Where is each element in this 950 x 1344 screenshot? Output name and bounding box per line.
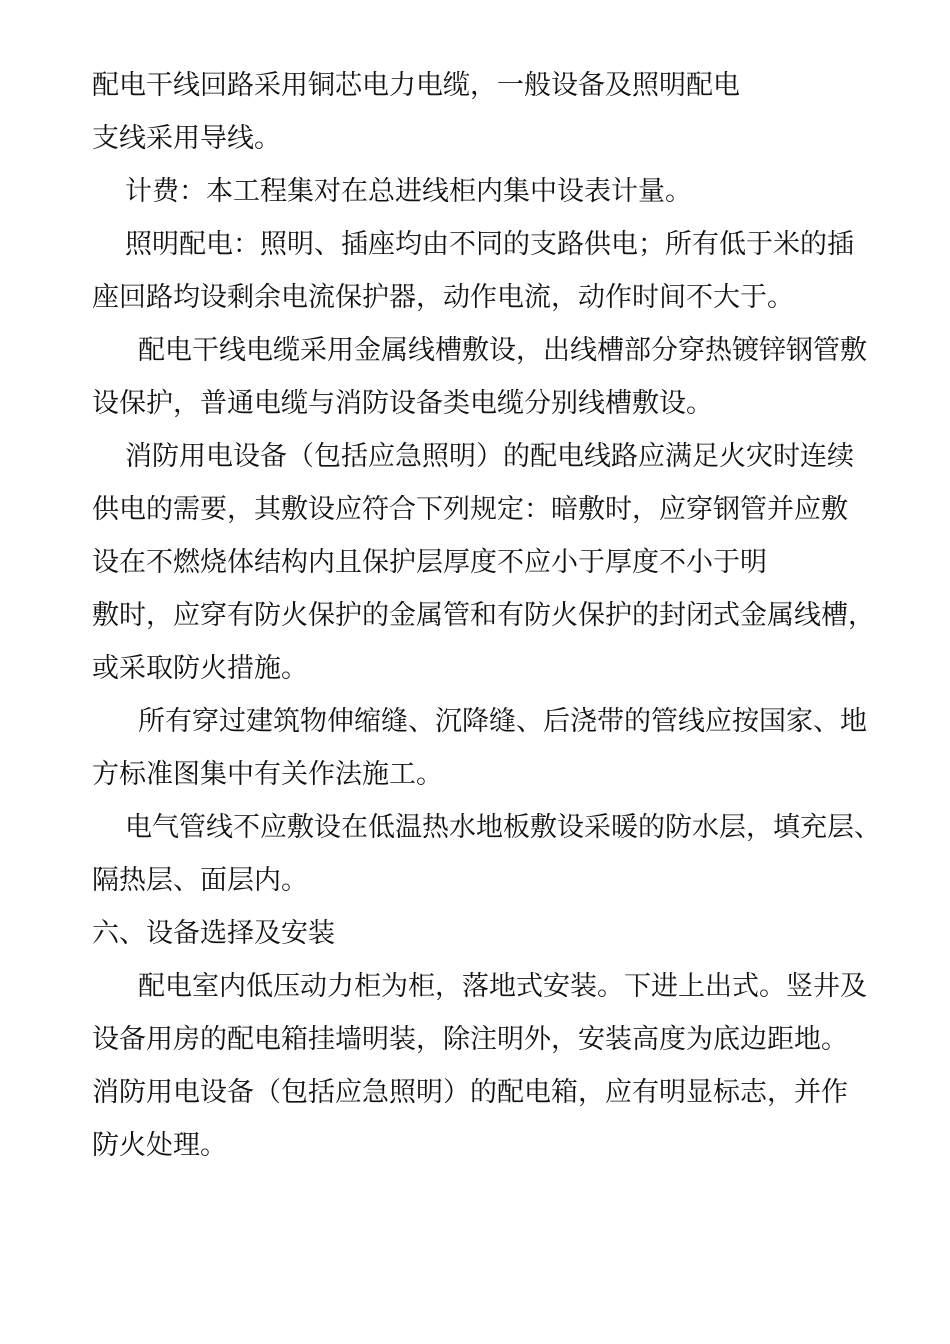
text-line: 方标准图集中有关作法施工。 <box>92 759 443 790</box>
section-heading: 六、设备选择及安装 <box>92 918 335 949</box>
text-line: 座回路均设剩余电流保护器，动作电流，动作时间不大于。 <box>92 282 794 313</box>
text-line: 敷时，应穿有防火保护的金属管和有防火保护的封闭式金属线槽， <box>92 600 875 631</box>
text-line: 消防用电设备（包括应急照明）的配电箱，应有明显标志，并作 <box>92 1077 848 1108</box>
text-line: 配电干线电缆采用金属线槽敷设，出线槽部分穿热镀锌钢管敷 <box>138 335 867 366</box>
text-line: 或采取防火措施。 <box>92 653 308 684</box>
text-line: 消防用电设备（包括应急照明）的配电线路应满足火灾时连续 <box>125 441 854 472</box>
text-line: 设保护，普通电缆与消防设备类电缆分别线槽敷设。 <box>92 388 713 419</box>
text-line: 支线采用导线。 <box>92 123 281 154</box>
text-line: 设在不燃烧体结构内且保护层厚度不应小于厚度不小于明 <box>92 547 767 578</box>
text-line: 配电室内低压动力柜为柜，落地式安装。下进上出式。竖井及 <box>138 971 867 1002</box>
text-line: 配电干线回路采用铜芯电力电缆，一般设备及照明配电 <box>92 70 740 101</box>
text-line: 设备用房的配电箱挂墙明装，除注明外，安装高度为底边距地。 <box>92 1024 848 1055</box>
text-line: 计费：本工程集对在总进线柜内集中设表计量。 <box>125 176 692 207</box>
text-line: 供电的需要，其敷设应符合下列规定：暗敷时，应穿钢管并应敷 <box>92 494 848 525</box>
text-line: 电气管线不应敷设在低温热水地板敷设采暖的防水层，填充层、 <box>125 812 881 843</box>
text-line: 所有穿过建筑物伸缩缝、沉降缝、后浇带的管线应按国家、地 <box>138 706 867 737</box>
text-line: 防火处理。 <box>92 1130 227 1161</box>
text-line: 照明配电：照明、插座均由不同的支路供电；所有低于米的插 <box>125 229 854 260</box>
text-line: 隔热层、面层内。 <box>92 865 308 896</box>
